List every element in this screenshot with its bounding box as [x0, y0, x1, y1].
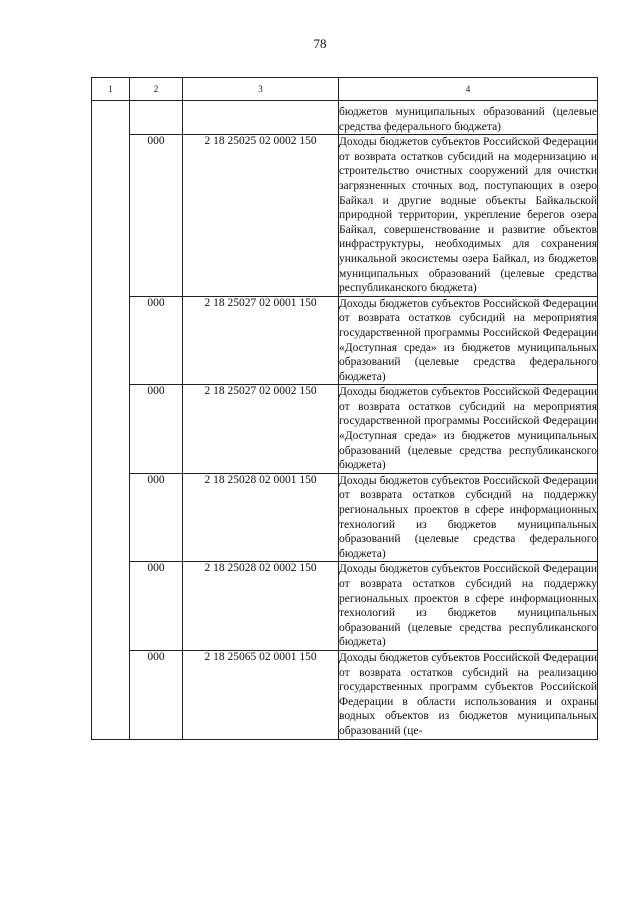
empty-cell	[130, 101, 183, 135]
revenue-description: Доходы бюджетов субъектов Российской Федерации от возврата остатков субсидий на реализацию государственных программ субъектов Российской Федерации в области использования и охраны водных объектов из бюджетов муниципальных образований (це-	[339, 650, 598, 739]
table-row-continuation	[92, 101, 598, 135]
table-header-row	[92, 78, 598, 101]
admin-code: 000	[130, 135, 183, 297]
budget-revenue-table	[91, 77, 598, 740]
merged-empty-cell	[92, 101, 130, 740]
continuation-description: бюджетов муниципальных образований (целевые средства федерального бюджета)	[339, 101, 598, 135]
budget-classification-code: 2 18 25027 02 0001 150	[183, 296, 339, 385]
admin-code: 000	[130, 385, 183, 474]
column-number-1: 1	[92, 78, 130, 101]
admin-code: 000	[130, 296, 183, 385]
revenue-description: Доходы бюджетов субъектов Российской Федерации от возврата остатков субсидий на мероприятия государственной программы Российской Федерации «Доступная среда» из бюджетов муниципальных образований (целевые средства федерального бюджета)	[339, 296, 598, 385]
admin-code: 000	[130, 562, 183, 651]
table-row	[92, 562, 598, 651]
budget-classification-code: 2 18 25028 02 0002 150	[183, 562, 339, 651]
revenue-description: Доходы бюджетов субъектов Российской Федерации от возврата остатков субсидий на мероприятия государственной программы Российской Федерации «Доступная среда» из бюджетов муниципальных образований (целевые средства республиканского бюджета)	[339, 385, 598, 474]
column-number-4: 4	[339, 78, 598, 101]
empty-cell	[183, 101, 339, 135]
table-row	[92, 385, 598, 474]
column-number-3: 3	[183, 78, 339, 101]
table-row	[92, 296, 598, 385]
budget-classification-code: 2 18 25025 02 0002 150	[183, 135, 339, 297]
table-row	[92, 473, 598, 562]
admin-code: 000	[130, 650, 183, 739]
revenue-description: Доходы бюджетов субъектов Российской Федерации от возврата остатков субсидий на модернизацию и строительство очистных сооружений для очистки загрязненных сточных вод, поступающих в озеро Байкал и другие водные объекты Байкальской природной территории, укрепление берегов озера Байкал, совершенствование и развитие объектов инфраструктуры, необходимых для сохранения уникальной экосистемы озера Байкал, из бюджетов муниципальных образований (целевые средства республиканского бюджета)	[339, 135, 598, 297]
page-number: 78	[313, 36, 327, 51]
revenue-description: Доходы бюджетов субъектов Российской Федерации от возврата остатков субсидий на поддержку региональных проектов в сфере информационных технологий из бюджетов муниципальных образований (целевые средства федерального бюджета)	[339, 473, 598, 562]
revenue-description: Доходы бюджетов субъектов Российской Федерации от возврата остатков субсидий на поддержку региональных проектов в сфере информационных технологий из бюджетов муниципальных образований (целевые средства республиканского бюджета)	[339, 562, 598, 651]
budget-classification-code: 2 18 25028 02 0001 150	[183, 473, 339, 562]
table-row	[92, 650, 598, 739]
budget-classification-code: 2 18 25027 02 0002 150	[183, 385, 339, 474]
table-row	[92, 135, 598, 297]
budget-classification-code: 2 18 25065 02 0001 150	[183, 650, 339, 739]
column-number-2: 2	[130, 78, 183, 101]
admin-code: 000	[130, 473, 183, 562]
